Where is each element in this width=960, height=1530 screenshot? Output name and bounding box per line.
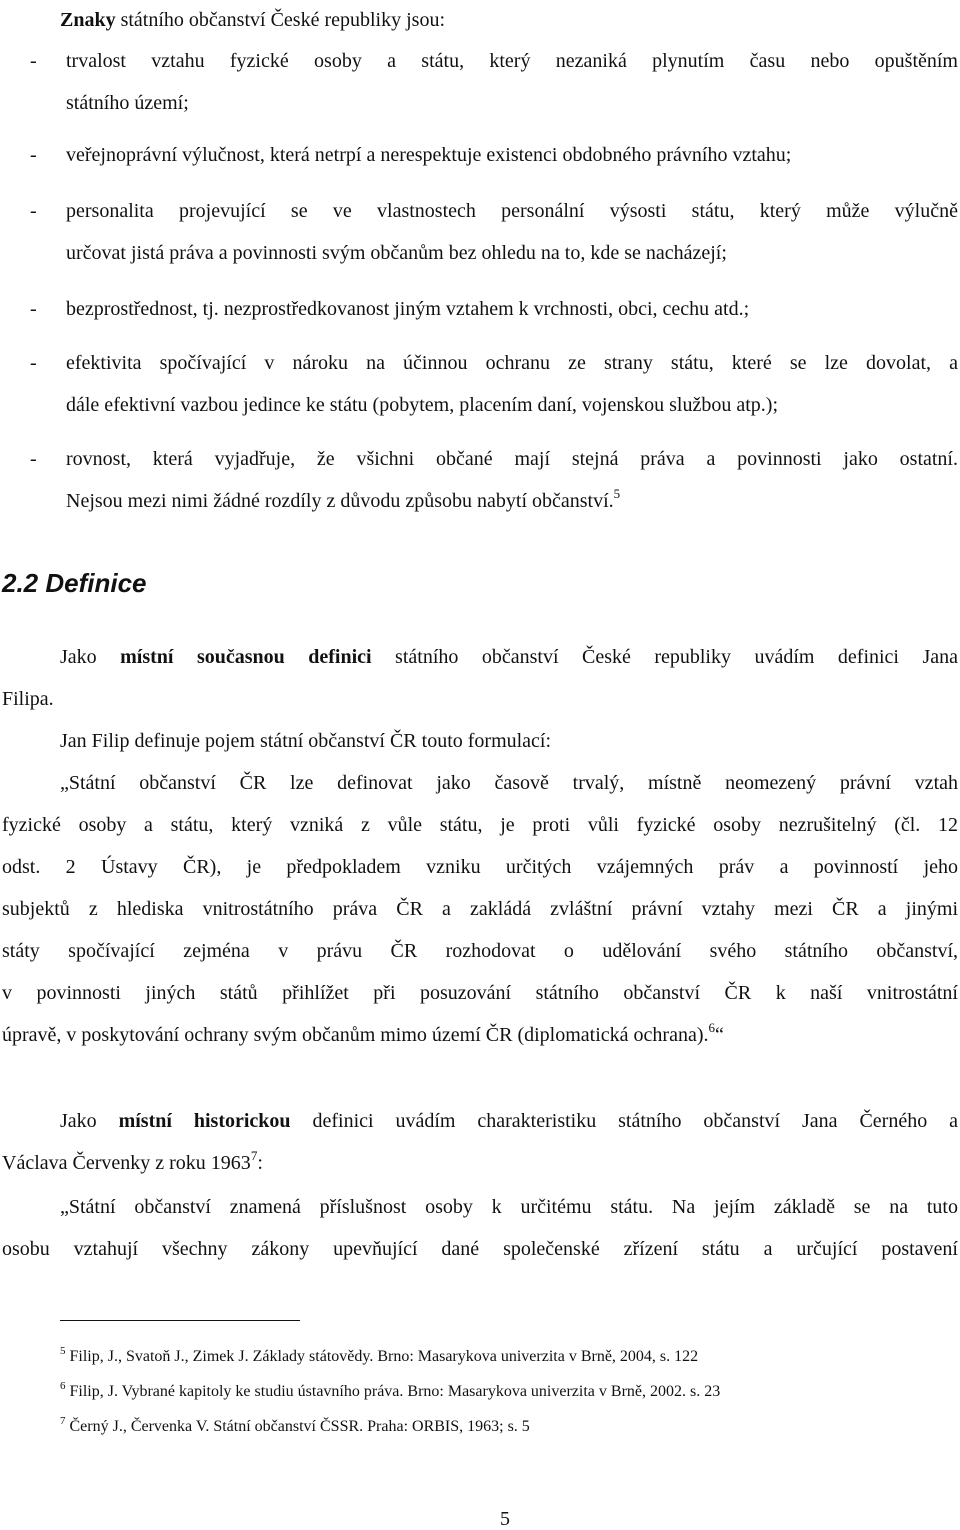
list-item-line: určovat jistá práva a povinnosti svým občanům bez ohledu na to, kde se nacházejí; (66, 242, 727, 264)
list-item-line: personalita projevující se ve vlastnostech personální výsosti státu, který může výlučně (66, 200, 958, 222)
footnote-text: Filip, J., Svatoň J., Zimek J. Základy státovědy. Brno: Masarykova univerzita v Brně, 2004, s. 122 (69, 1348, 699, 1365)
list-item-line: trvalost vztahu fyzické osoby a státu, který nezaniká plynutím času nebo opuštěním (66, 50, 958, 72)
list-item-text: Nejsou mezi nimi žádné rozdíly z důvodu způsobu nabytí občanství. (66, 490, 614, 512)
quote-line: státy spočívající zejména v právu ČR rozhodovat o udělování svého státního občanství, (2, 940, 958, 962)
paragraph-text: Jako (60, 646, 121, 668)
footnote-number: 6 (60, 1380, 66, 1392)
footnote-ref: 6 (708, 1020, 715, 1035)
quote-line: subjektů z hlediska vnitrostátního práva ČR a zakládá zvláštní právní vztahy mezi ČR a jinými (2, 898, 958, 920)
intro-text: státního občanství České republiky jsou: (115, 9, 445, 31)
footnote-ref: 7 (250, 1148, 258, 1163)
list-dash: - (30, 298, 37, 320)
quote-line: v povinnosti jiných států přihlížet při posuzování státního občanství ČR k naší vnitrostátní (2, 982, 958, 1004)
page-number: 5 (500, 1508, 510, 1530)
list-item-line: dále efektivní vazbou jedince ke státu (pobytem, placením daní, vojenskou službou atp.); (66, 394, 779, 416)
quote-close: “ (715, 1024, 724, 1046)
paragraph-line: Jan Filip definuje pojem státní občanství ČR touto formulací: (60, 730, 552, 752)
paragraph-text: Jako (60, 1110, 119, 1132)
list-item-line: bezprostřednost, tj. nezprostředkovanost jiným vztahem k vrchnosti, obci, cechu atd.; (66, 298, 750, 320)
list-dash: - (30, 200, 37, 222)
emphasis-text: místní historickou (118, 1110, 291, 1132)
quote-line (2, 1022, 724, 1048)
list-dash: - (30, 448, 37, 470)
quote-line: osobu vztahují všechny zákony upevňující dané společenské zřízení státu a určující postavení (2, 1238, 958, 1260)
quote-line: „Státní občanství ČR lze definovat jako časově trvalý, místně neomezený právní vztah (60, 772, 958, 794)
quote-line: „Státní občanství znamená příslušnost osoby k určitému státu. Na jejím základě se na tuto (60, 1196, 958, 1218)
list-dash: - (30, 144, 37, 166)
quote-line: fyzické osoby a státu, který vzniká z vůle státu, je proti vůli fyzické osoby nezrušitelný (čl. 12 (2, 814, 958, 836)
paragraph-line: Filipa. (2, 688, 54, 710)
paragraph-text: : (257, 1152, 263, 1174)
list-item-line: rovnost, která vyjadřuje, že všichni občané mají stejná práva a povinnosti jako ostatní. (66, 448, 958, 470)
footnote-ref: 5 (613, 486, 621, 501)
footnote (60, 1347, 698, 1367)
section-heading: 2.2 Definice (2, 568, 147, 598)
footnote-number: 5 (60, 1345, 66, 1357)
intro-line (60, 7, 445, 33)
list-item-line: efektivita spočívající v nároku na účinnou ochranu ze strany státu, které se lze dovolat, a (66, 352, 958, 374)
list-item-line: veřejnoprávní výlučnost, která netrpí a nerespektuje existenci obdobného právního vztahu; (66, 144, 792, 166)
paragraph-line (60, 644, 958, 670)
paragraph-text: Václava Červenky z roku 1963 (2, 1152, 251, 1174)
footnote-text: Filip, J. Vybrané kapitoly ke studiu ústavního práva. Brno: Masarykova univerzita v Brně, 2002. s. 23 (69, 1383, 721, 1400)
footnote-text: Černý J., Červenka V. Státní občanství ČSSR. Praha: ORBIS, 1963; s. 5 (69, 1418, 530, 1435)
footnote (60, 1417, 530, 1437)
footnote-separator (60, 1320, 300, 1321)
list-item-line (66, 488, 620, 514)
list-dash: - (30, 352, 37, 374)
list-dash: - (30, 50, 37, 72)
paragraph-line (2, 1150, 263, 1176)
paragraph-text: definici uvádím charakteristiku státního občanství Jana Černého a (290, 1110, 958, 1132)
quote-line: odst. 2 Ústavy ČR), je předpokladem vzniku určitých vzájemných práv a povinností jeho (2, 856, 958, 878)
footnote (60, 1382, 720, 1402)
quote-text: úpravě, v poskytování ochrany svým občanům mimo území ČR (diplomatická ochrana). (2, 1024, 709, 1046)
paragraph-text: státního občanství České republiky uvádím definici Jana (371, 646, 959, 668)
paragraph-line (60, 1108, 958, 1134)
emphasis-text: místní současnou definici (120, 646, 372, 668)
list-item-line: státního území; (66, 92, 189, 114)
intro-bold: Znaky (60, 9, 116, 31)
footnote-number: 7 (60, 1415, 66, 1427)
